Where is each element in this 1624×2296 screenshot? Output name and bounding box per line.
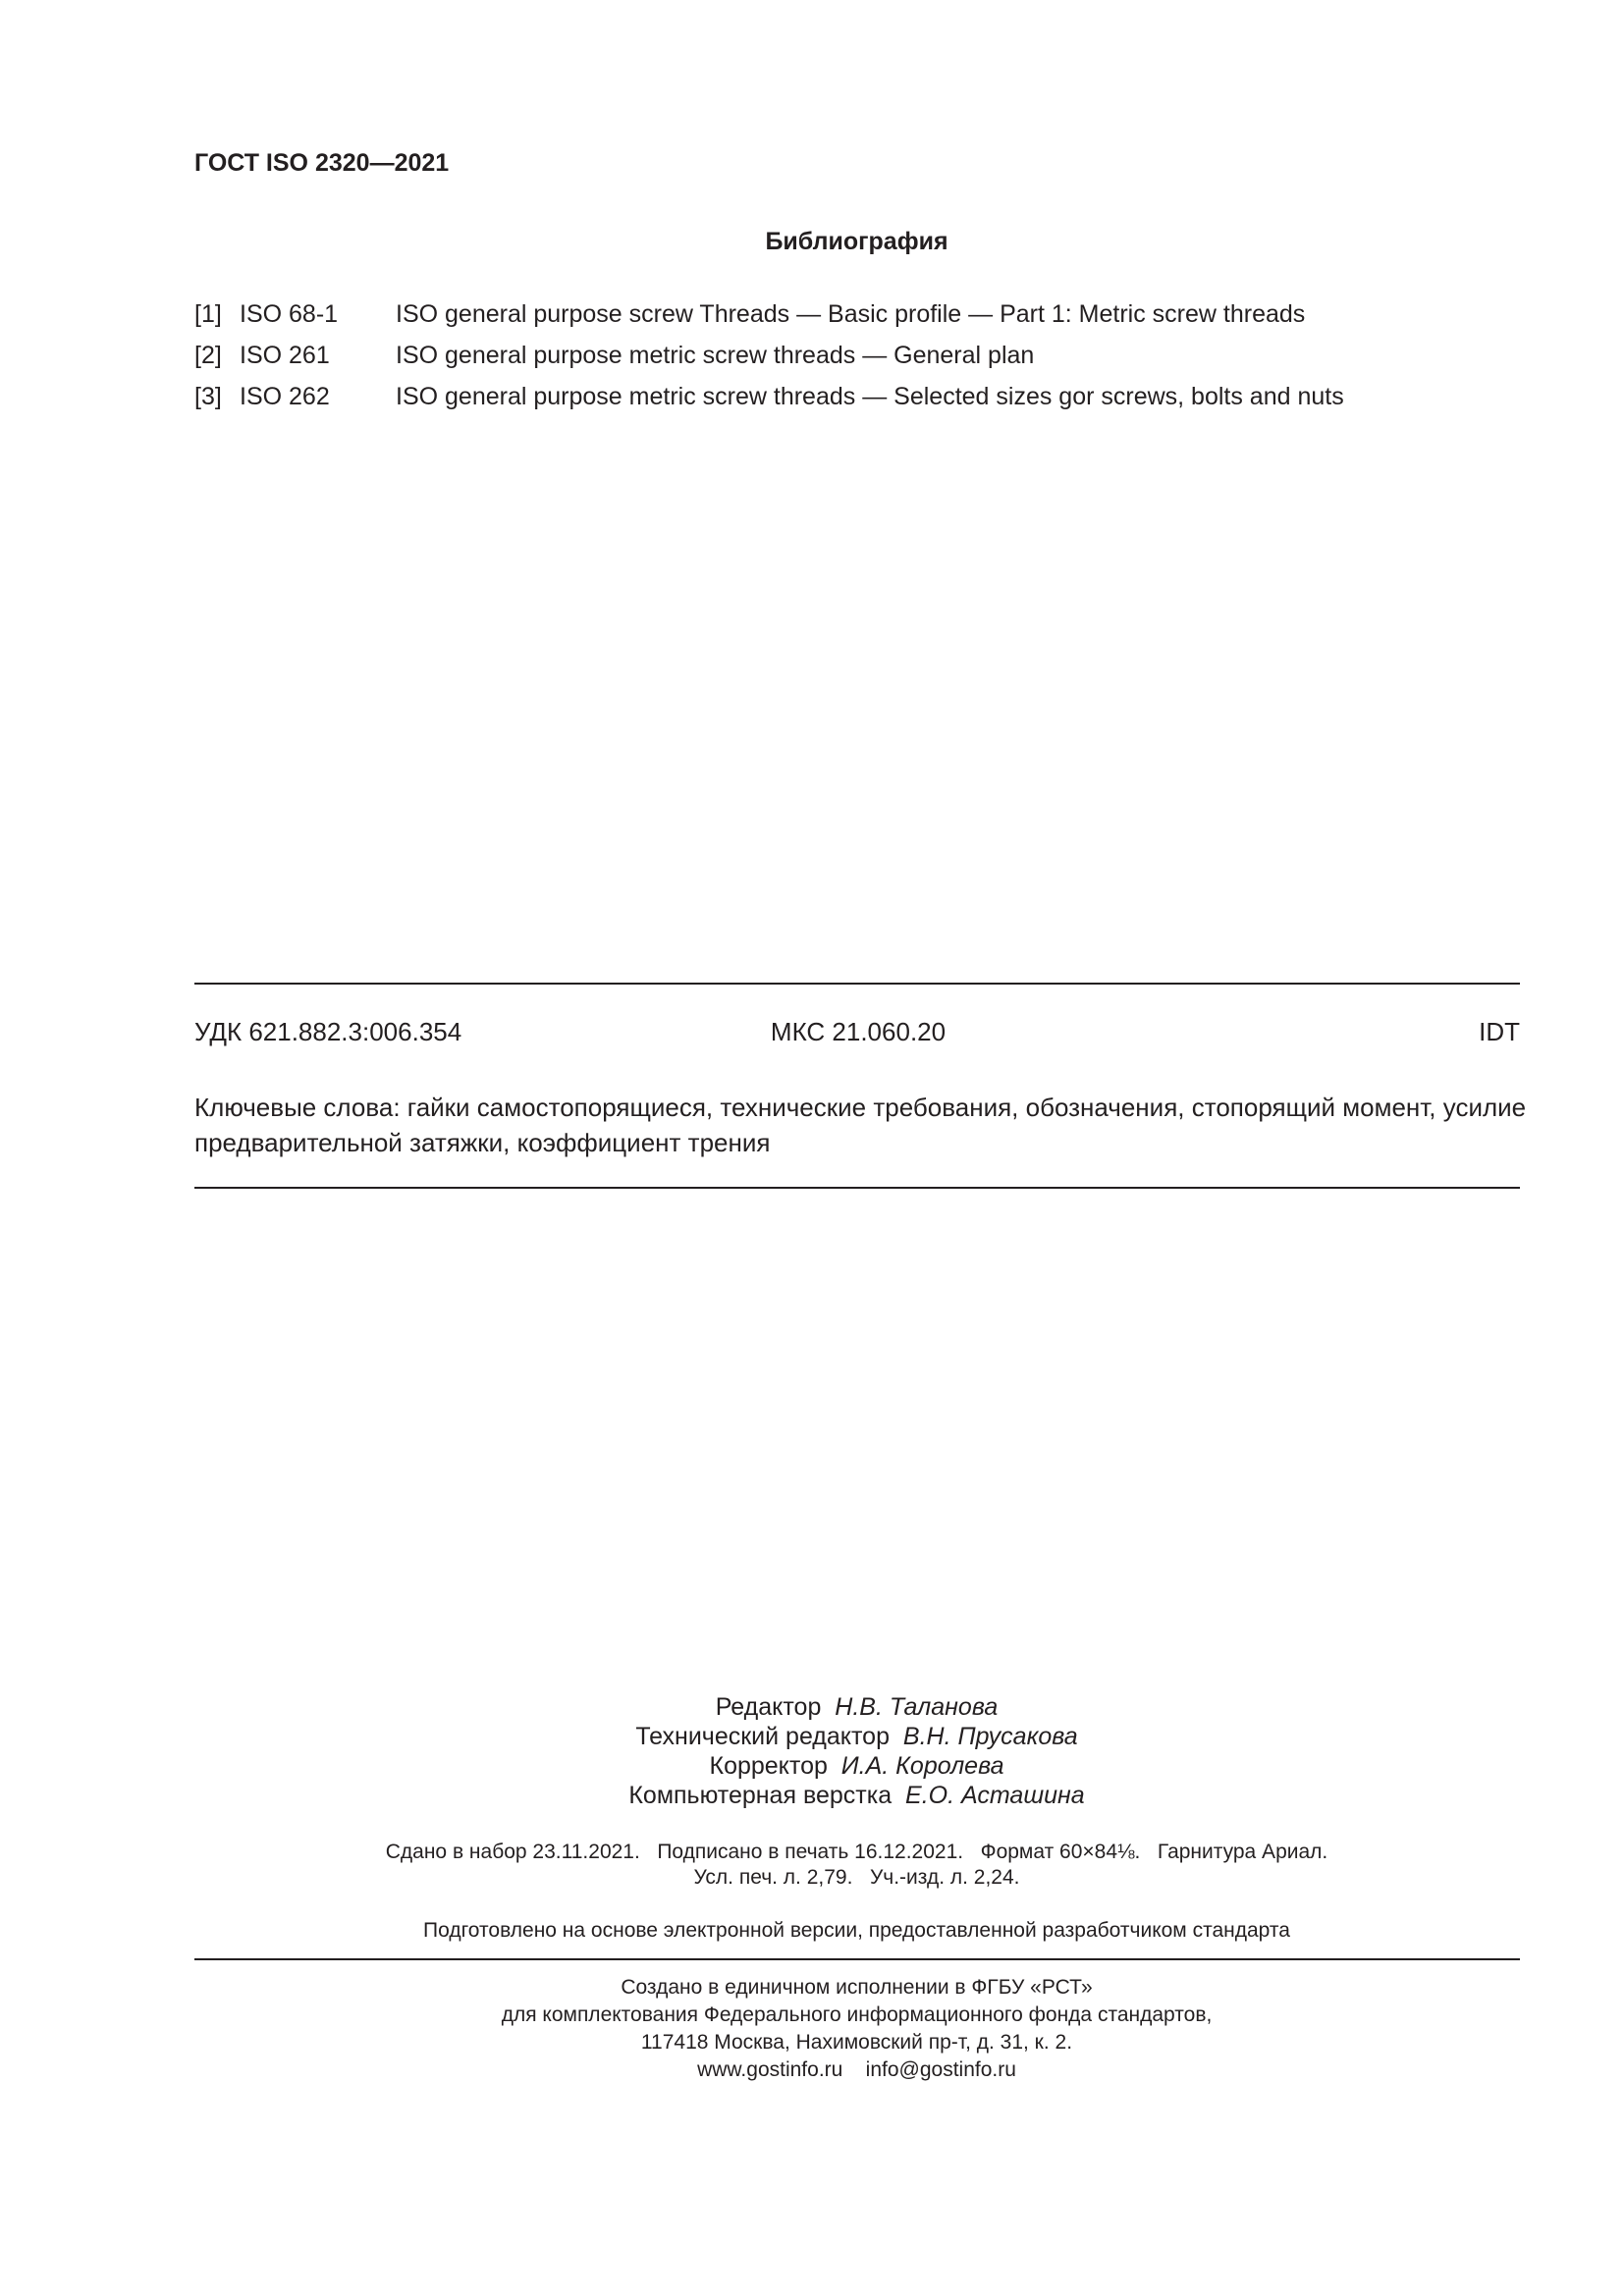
- print-info-line: Сдано в набор 23.11.2021. Подписано в печать 16.12.2021. Формат 60×84⅛. Гарнитура Ариал.: [385, 1841, 1328, 1863]
- credit-role: Корректор: [709, 1752, 828, 1780]
- credit-editor: [0, 1692, 1624, 1722]
- bibliography-item-code: ISO 262: [240, 383, 330, 410]
- bibliography-list: [194, 300, 1520, 424]
- bibliography-item: [194, 383, 1520, 424]
- bibliography-item-number: [2]: [194, 342, 222, 369]
- credit-person: И.А. Королева: [840, 1752, 1004, 1780]
- footer-line: Создано в единичном исполнении в ФГБУ «РСТ»: [621, 1976, 1093, 1999]
- footer-line: для комплектования Федерального информационного фонда стандартов,: [501, 2003, 1213, 2026]
- bibliography-item-title: ISO general purpose metric screw threads — General plan: [396, 342, 1035, 369]
- bibliography-item-number: [1]: [194, 300, 222, 328]
- publisher-footer: [0, 1974, 1624, 2084]
- mks-code: МКС 21.060.20: [770, 1017, 947, 1046]
- bibliography-item-code: ISO 261: [240, 342, 330, 369]
- divider-top: [194, 983, 1520, 985]
- credit-role: Редактор: [715, 1693, 822, 1721]
- credit-layout: [0, 1781, 1624, 1810]
- credit-person: В.Н. Прусакова: [902, 1723, 1078, 1750]
- bibliography-item-title: ISO general purpose screw Threads — Basic profile — Part 1: Metric screw threads: [396, 300, 1306, 328]
- credit-technical-editor: [0, 1722, 1624, 1751]
- idt-mark: IDT: [1479, 1017, 1520, 1046]
- print-info: [0, 1840, 1624, 1891]
- keywords: Ключевые слова: гайки самостопорящиеся, технические требования, обозначения, стопорящий момент, усилие предварительной затяжки, коэффициент трения: [194, 1093, 1527, 1157]
- document-code: ГОСТ ISO 2320—2021: [194, 149, 450, 177]
- divider-bottom: [194, 1958, 1520, 1960]
- bibliography-item-number: [3]: [194, 383, 222, 410]
- bibliography-title: Библиография: [765, 228, 948, 255]
- credit-proofreader: [0, 1751, 1624, 1781]
- bibliography-item-code: ISO 68-1: [240, 300, 339, 328]
- bibliography-item: [194, 342, 1520, 383]
- bibliography-item: [194, 300, 1520, 342]
- bibliography-item-title: ISO general purpose metric screw threads — Selected sizes gor screws, bolts and nuts: [396, 383, 1344, 410]
- credit-role: Технический редактор: [635, 1723, 890, 1750]
- classification-row: [194, 1017, 1520, 1048]
- udk-code: УДК 621.882.3:006.354: [194, 1017, 462, 1046]
- footer-contacts: www.gostinfo.ru info@gostinfo.ru: [697, 2058, 1016, 2081]
- credit-person: Е.О. Асташина: [905, 1782, 1085, 1809]
- prepared-note: Подготовлено на основе электронной версии, предоставленной разработчиком стандарта: [423, 1919, 1290, 1942]
- credit-role: Компьютерная верстка: [628, 1782, 893, 1809]
- divider-middle: [194, 1187, 1520, 1189]
- credit-person: Н.В. Таланова: [835, 1693, 999, 1721]
- footer-line: 117418 Москва, Нахимовский пр-т, д. 31, к. 2.: [640, 2031, 1073, 2054]
- print-info-line: Усл. печ. л. 2,79. Уч.-изд. л. 2,24.: [693, 1866, 1020, 1889]
- credits-block: [0, 1692, 1624, 1810]
